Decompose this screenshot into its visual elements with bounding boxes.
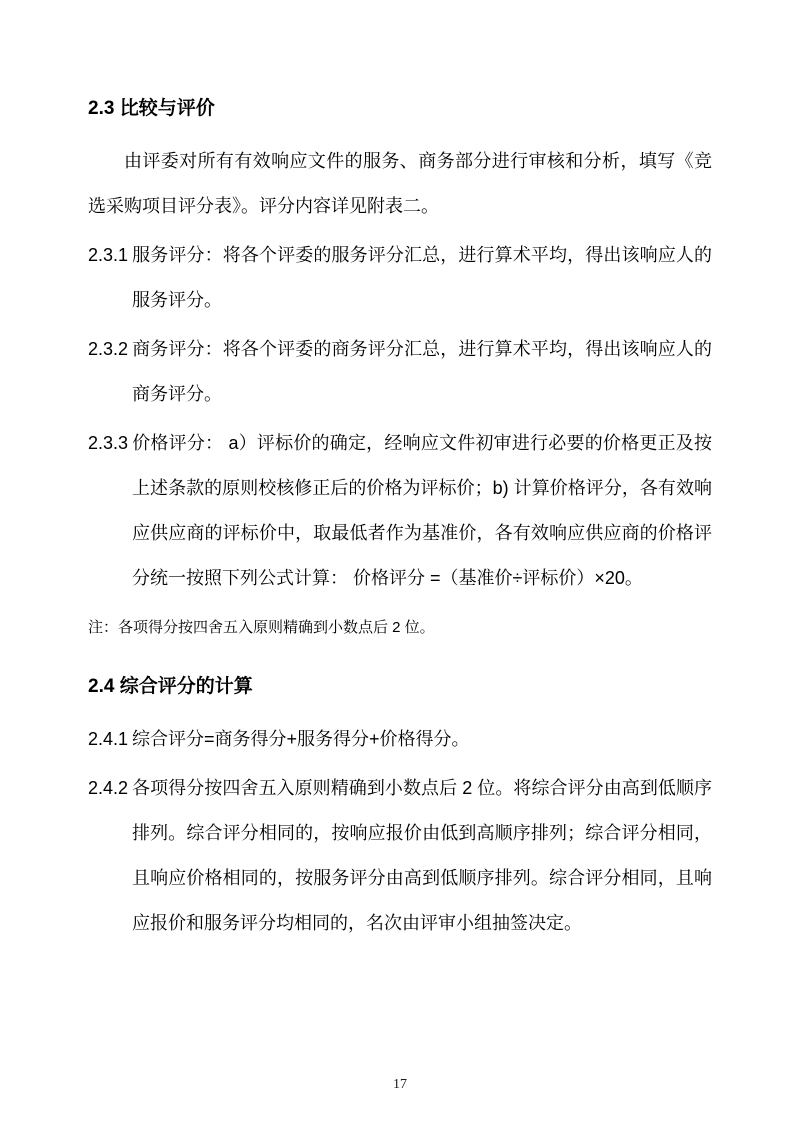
clause-number: 2.4.1 <box>88 729 129 749</box>
page-footer <box>0 1075 800 1093</box>
clause-text: 商务评分：将各个评委的商务评分汇总，进行算术平均，得出该响应人的商务评分。 <box>132 339 712 404</box>
clause-text: 价格评分： a）评标价的确定，经响应文件初审进行必要的价格更正及按上述条款的原则校核修正后的价格为评标价；b) 计算价格评分，各有效响应供应商的评标价中，取最低者作为基准价，各有效响应供应商的价格评分统一按照下列公式计算： 价格评分 =（基准价÷评标价）×20。 <box>132 433 712 588</box>
clause-number: 2.3.2 <box>88 339 129 359</box>
document-body <box>88 86 712 946</box>
clause-2-3-3 <box>88 421 712 601</box>
clause-text: 各项得分按四舍五入原则精确到小数点后 2 位。将综合评分由高到低顺序排列。综合评分相同的，按响应报价由低到高顺序排列；综合评分相同，且响应价格相同的，按服务评分由高到低顺序排列。综合评分相同，且响应报价和服务评分均相同的，名次由评审小组抽签决定。 <box>132 778 712 933</box>
section-heading-2-3: 2.3 比较与评价 <box>88 98 215 119</box>
clause-2-4-2 <box>88 766 712 946</box>
note-line: 注：各项得分按四舍五入原则精确到小数点后 2 位。 <box>88 619 435 636</box>
clause-2-3-2 <box>88 327 712 417</box>
clause-number: 2.3.3 <box>88 433 129 453</box>
intro-paragraph: 由评委对所有有效响应文件的服务、商务部分进行审核和分析，填写《竞选采购项目评分表》。评分内容详见附表二。 <box>88 151 712 216</box>
clause-number: 2.3.1 <box>88 245 129 265</box>
clause-number: 2.4.2 <box>88 778 129 798</box>
clause-2-3-1 <box>88 233 712 323</box>
section-heading-2-4: 2.4 综合评分的计算 <box>88 676 253 697</box>
clause-2-4-1 <box>88 717 712 762</box>
clause-text: 服务评分：将各个评委的服务评分汇总，进行算术平均，得出该响应人的服务评分。 <box>132 245 712 310</box>
clause-text: 综合评分=商务得分+服务得分+价格得分。 <box>132 729 470 749</box>
page-number: 17 <box>393 1077 407 1092</box>
